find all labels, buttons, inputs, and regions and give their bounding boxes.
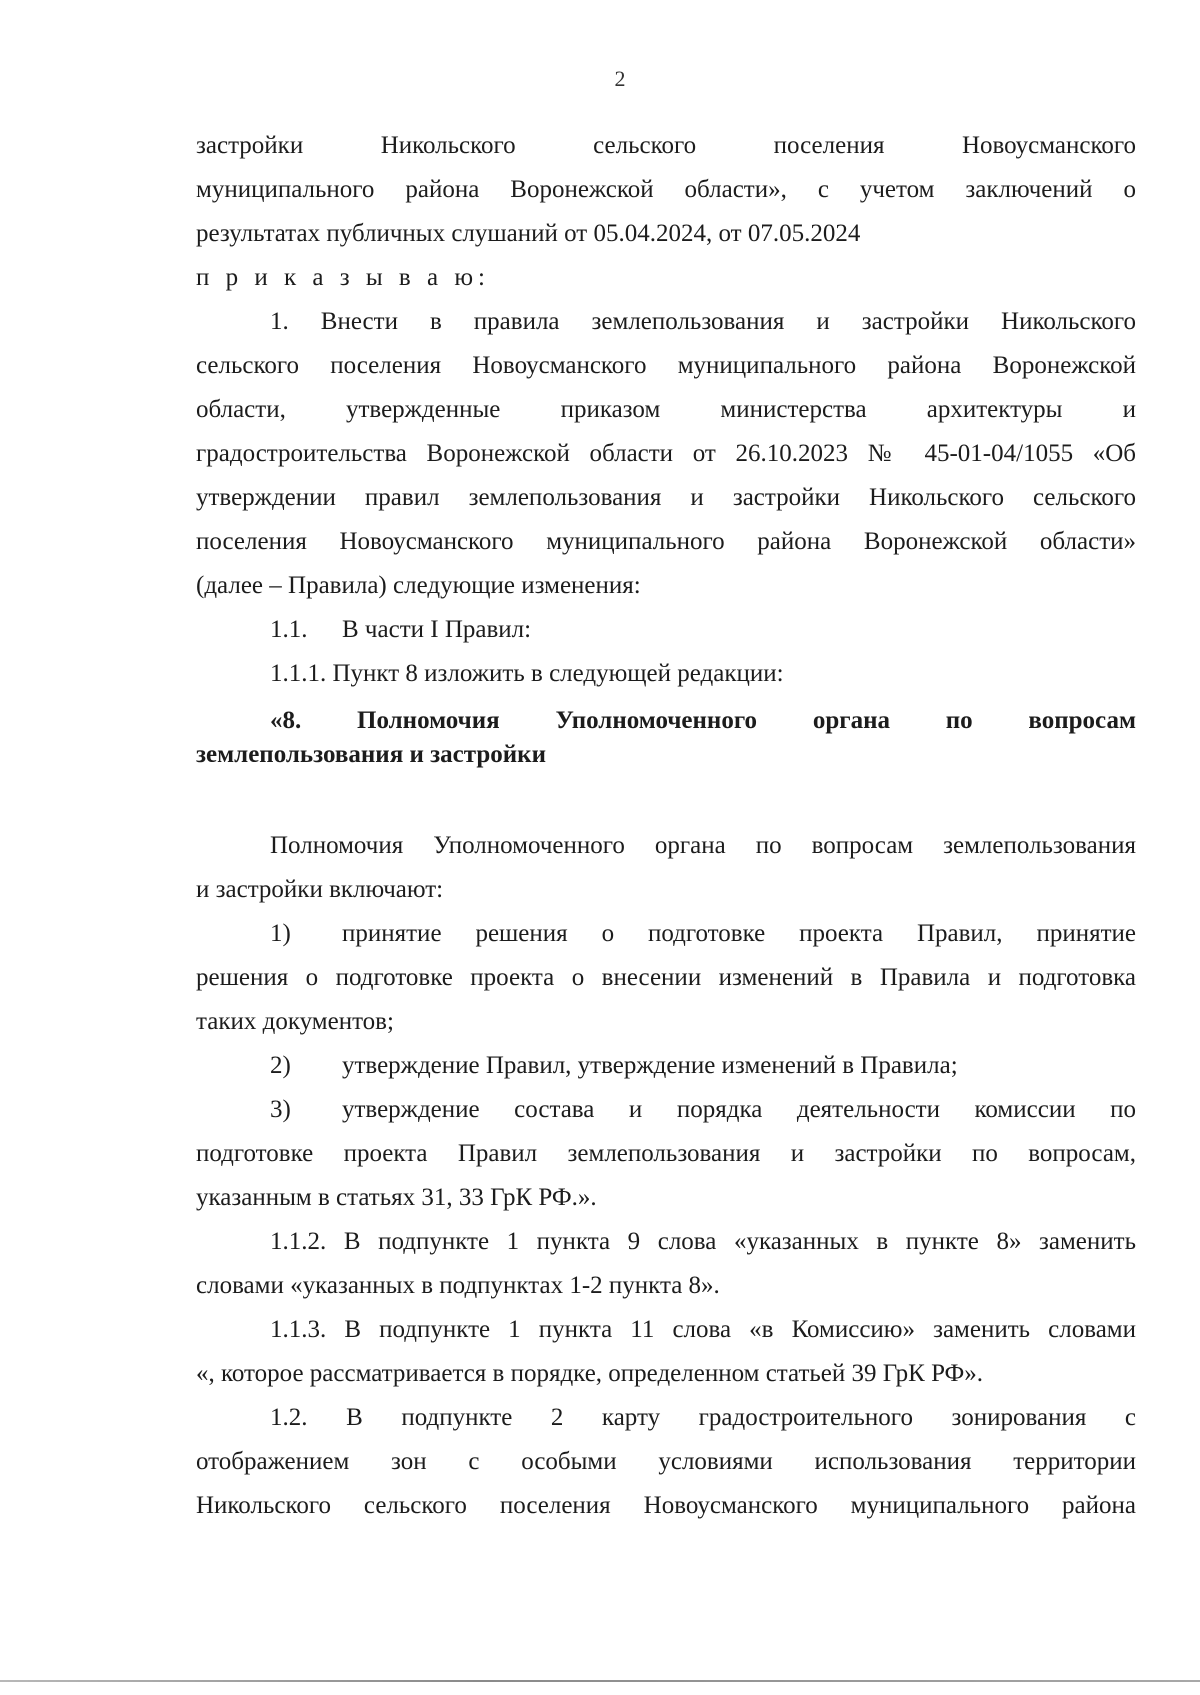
text-line: (далее – Правила) следующие изменения: xyxy=(196,572,641,599)
text-line: 1. Внести в правила землепользования и застройки Никольского xyxy=(270,308,1136,335)
text-line: и застройки включают: xyxy=(196,876,444,903)
list-item-3 xyxy=(196,1088,1136,1132)
list-number: 1) xyxy=(270,920,291,947)
scan-bottom-edge xyxy=(0,1680,1200,1682)
text-line: решения о подготовке проекта о внесении изменений в Правила и подготовка xyxy=(196,964,1136,991)
text-line: указанным в статьях 31, 33 ГрК РФ.». xyxy=(196,1184,597,1211)
page-number: 2 xyxy=(614,66,626,91)
list-number: 3) xyxy=(270,1096,291,1123)
list-number: 2) xyxy=(270,1052,291,1079)
list-text: утверждение состава и порядка деятельности комиссии по xyxy=(342,1096,1136,1123)
clause-text: В части I Правил: xyxy=(342,616,532,643)
list-item-2 xyxy=(196,1044,1136,1088)
text-line: результатах публичных слушаний от 05.04.2024, от 07.05.2024 xyxy=(196,220,861,247)
clause-1-1-3: 1.1.3. В подпункте 1 пункта 11 слова «в Комиссию» заменить словами xyxy=(270,1316,1136,1343)
text-line: словами «указанных в подпунктах 1-2 пункта 8». xyxy=(196,1272,720,1299)
section-heading-cont: землепользования и застройки xyxy=(196,741,546,768)
text-line: застройки Никольского сельского поселения Новоусманского xyxy=(196,132,1136,159)
text-line: градостроительства Воронежской области от 26.10.2023 № 45-01-04/1055 «Об xyxy=(196,440,1136,467)
clause-number: 1.1. xyxy=(270,616,308,643)
document-body xyxy=(196,124,1136,1528)
clause-1-1 xyxy=(196,608,1136,652)
order-word: п р и к а з ы в а ю: xyxy=(196,264,490,291)
text-line: муниципального района Воронежской области», с учетом заключений о xyxy=(196,176,1136,203)
section-heading: «8. Полномочия Уполномоченного органа по вопросам xyxy=(270,707,1136,734)
list-text: принятие решения о подготовке проекта Правил, принятие xyxy=(342,920,1136,947)
clause-1-1-2: 1.1.2. В подпункте 1 пункта 9 слова «указанных в пункте 8» заменить xyxy=(270,1228,1136,1255)
text-line: «, которое рассматривается в порядке, определенном статьей 39 ГрК РФ». xyxy=(196,1360,984,1387)
text-line: сельского поселения Новоусманского муниципального района Воронежской xyxy=(196,352,1136,379)
text-line: подготовке проекта Правил землепользования и застройки по вопросам, xyxy=(196,1140,1136,1167)
text-line: Полномочия Уполномоченного органа по вопросам землепользования xyxy=(270,832,1136,859)
text-line: поселения Новоусманского муниципального района Воронежской области» xyxy=(196,528,1136,555)
list-item-1 xyxy=(196,912,1136,956)
spacer xyxy=(196,696,1136,704)
clause-1-2: 1.2. В подпункте 2 карту градостроительного зонирования с xyxy=(270,1404,1136,1431)
spacer xyxy=(196,772,1136,824)
list-text: утверждение Правил, утверждение изменений в Правила; xyxy=(342,1052,958,1079)
clause-1-1-1: 1.1.1. Пункт 8 изложить в следующей редакции: xyxy=(270,660,784,687)
text-line: утверждении правил землепользования и застройки Никольского сельского xyxy=(196,484,1136,511)
text-line: Никольского сельского поселения Новоусманского муниципального района xyxy=(196,1492,1136,1519)
text-line: области, утвержденные приказом министерства архитектуры и xyxy=(196,396,1136,423)
text-line: таких документов; xyxy=(196,1008,394,1035)
text-line: отображением зон с особыми условиями использования территории xyxy=(196,1448,1136,1475)
